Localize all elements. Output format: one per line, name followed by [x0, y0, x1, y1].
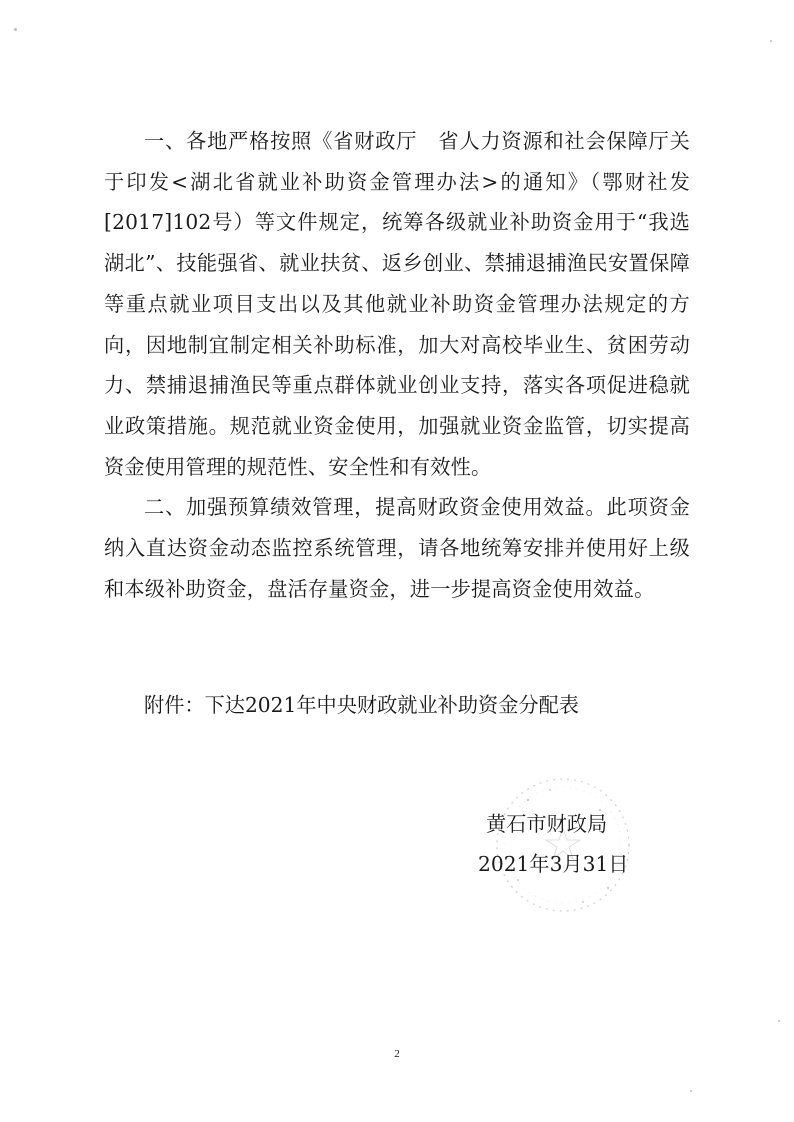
scan-speck	[14, 28, 17, 31]
scan-speck	[778, 1020, 780, 1022]
issuing-organization: 黄石市财政局	[486, 812, 608, 836]
attachment-note: 附件：下达2021年中央财政就业补助资金分配表	[144, 693, 579, 717]
paragraph-2: 二、加强预算绩效管理，提高财政资金使用效益。此项资金纳入直达资金动态监控系统管理，请各地统筹安排并使用好上级和本级补助资金，盘活存量资金，进一步提高资金使用效益。	[104, 495, 690, 601]
scan-speck	[770, 40, 772, 42]
document-body	[104, 121, 690, 609]
issue-date: 2021年3月31日	[478, 852, 629, 876]
page-number: 2	[394, 1048, 400, 1060]
paragraph-1: 一、各地严格按照《省财政厅 省人力资源和社会保障厅关于印发<湖北省就业补助资金管理办法>的通知》（鄂财社发[2017]102号）等文件规定，统筹各级就业补助资金用于“我选湖北”、技能强省、就业扶贫、返乡创业、禁捕退捕渔民安置保障等重点就业项目支出以及其他就业补助资金管理办法规定的方向，因地制宜制定相关补助标准，加大对高校毕业生、贫困劳动力、禁捕退捕渔民等重点群体就业创业支持，落实各项促进稳就业政策措施。规范就业资金使用，加强就业资金监管，切实提高资金使用管理的规范性、安全性和有效性。	[104, 129, 690, 479]
official-seal	[488, 770, 638, 920]
scan-speck	[690, 1090, 692, 1092]
